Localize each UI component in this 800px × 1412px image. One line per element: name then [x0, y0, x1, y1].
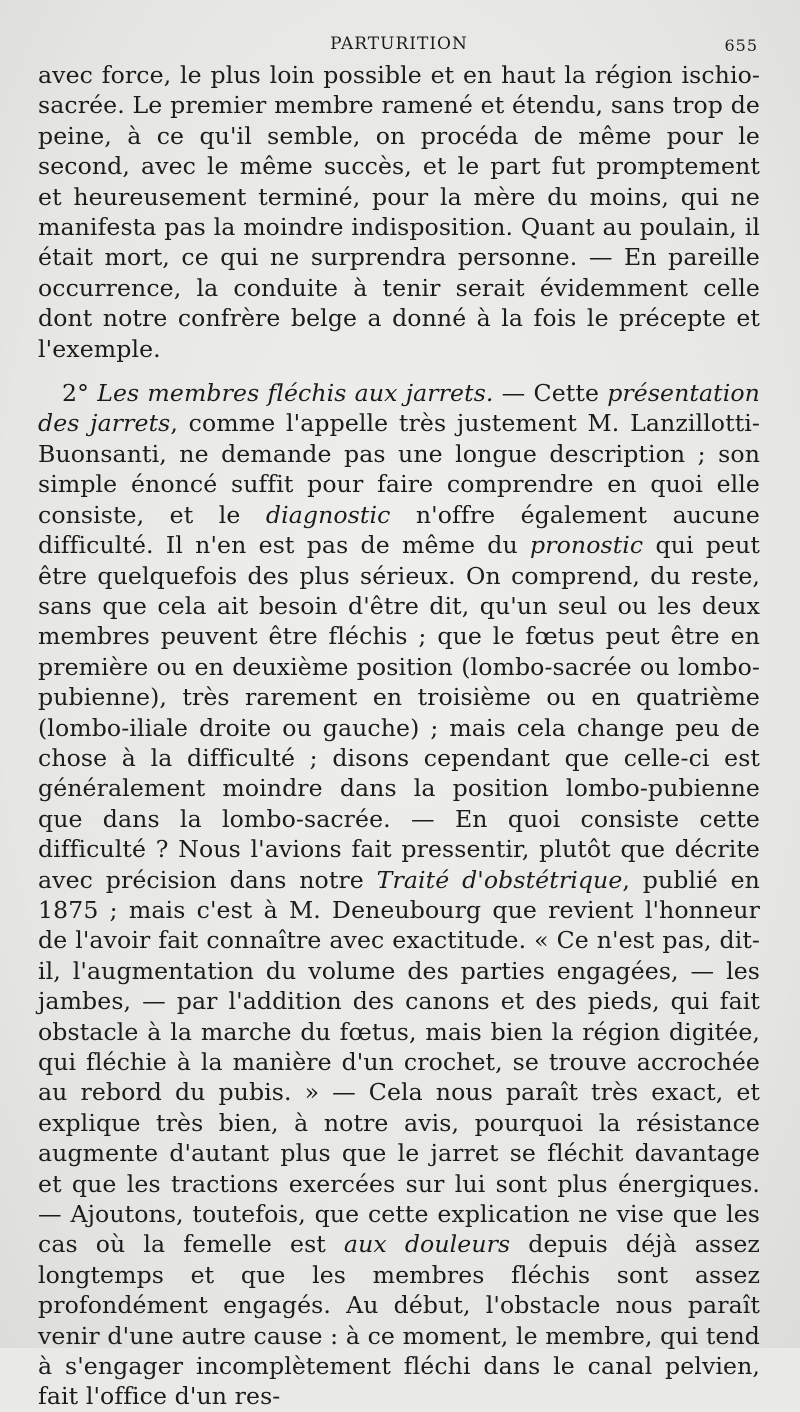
section-number: 2°: [62, 379, 90, 408]
running-title: PARTURITION: [330, 34, 468, 54]
body-text: [38, 60, 760, 1412]
page-number: 655: [724, 36, 758, 55]
paragraph-spacer: [38, 364, 760, 378]
italic-term: pronostic: [530, 531, 644, 560]
text-run: depuis déjà assez longtemps et que les membres fléchis sont assez profondément engagés. Au début, l'obstacle nous paraît venir d'une autre cause : à ce moment, le membre, qui tend à s'engager incomplètement fléchi dans le canal pelvien, fait l'office d'un res-: [38, 1230, 761, 1411]
running-header: [38, 30, 760, 60]
text-run: — Cette: [493, 379, 608, 408]
italic-term: aux douleurs: [343, 1230, 511, 1259]
text-run: qui peut être quelquefois des plus sérieux. On comprend, du reste, sans que cela ait besoin d'être dit, qu'un seul ou les deux membres peuvent être fléchis ; que le fœtus peut être en première ou en deuxième position (lombo-sacrée ou lombo-pubienne), très rarement en troisième ou en quatrième (lombo-iliale droite ou gauche) ; mais cela change peu de chose à la difficulté ; disons cependant que celle-ci est généralement moindre dans la position lombo-pubienne que dans la lombo-sacrée. — En quoi consiste cette difficulté ? Nous l'avions fait pressentir, plutôt que décrite avec précision dans notre: [38, 531, 760, 894]
italic-term: diagnostic: [265, 500, 391, 529]
paragraph-section-2: [38, 378, 760, 1412]
text-run: , comme l'appelle très justement M. Lanzillotti-Buonsanti, ne demande pas une longue description ; son simple énoncé suffit pour faire comprendre en quoi elle consiste, et le: [38, 409, 760, 529]
book-title: Traité d'obstétrique: [376, 865, 623, 894]
text-run: n'offre également aucune difficulté. Il n'en est pas de même du: [38, 500, 760, 560]
section-heading: Les membres fléchis aux jarrets.: [97, 379, 494, 408]
italic-term: présentation des jarrets: [38, 379, 760, 438]
text-run: , publié en 1875 ; mais c'est à M. Deneubourg que revient l'honneur de l'avoir fait connaître avec exactitude. « Ce n'est pas, dit-il, l'augmentation du volume des parties engagées, — les jambes, — par l'addition des canons et des pieds, qui fait obstacle à la marche du fœtus, mais bien la région digitée, qui fléchie à la manière d'un crochet, se trouve accrochée au rebord du pubis. » — Cela nous paraît très exact, et explique très bien, à notre avis, pourquoi la résistance augmente d'autant plus que le jarret se fléchit davantage et que les tractions exercées sur lui sont plus énergiques. — Ajoutons, toutefois, que cette explication ne vise que les cas où la femelle est: [38, 865, 760, 1259]
paragraph-continuation: avec force, le plus loin possible et en haut la région ischio-sacrée. Le premier membre ramené et étendu, sans trop de peine, à ce qu'il semble, on procéda de même pour le second, avec le même succès, et le part fut promptement et heureusement terminé, pour la mère du moins, qui ne manifesta pas la moindre indisposition. Quant au poulain, il était mort, ce qui ne surprendra personne. — En pareille occurrence, la conduite à tenir serait évidemment celle dont notre confrère belge a donné à la fois le précepte et l'exemple.: [38, 61, 760, 363]
